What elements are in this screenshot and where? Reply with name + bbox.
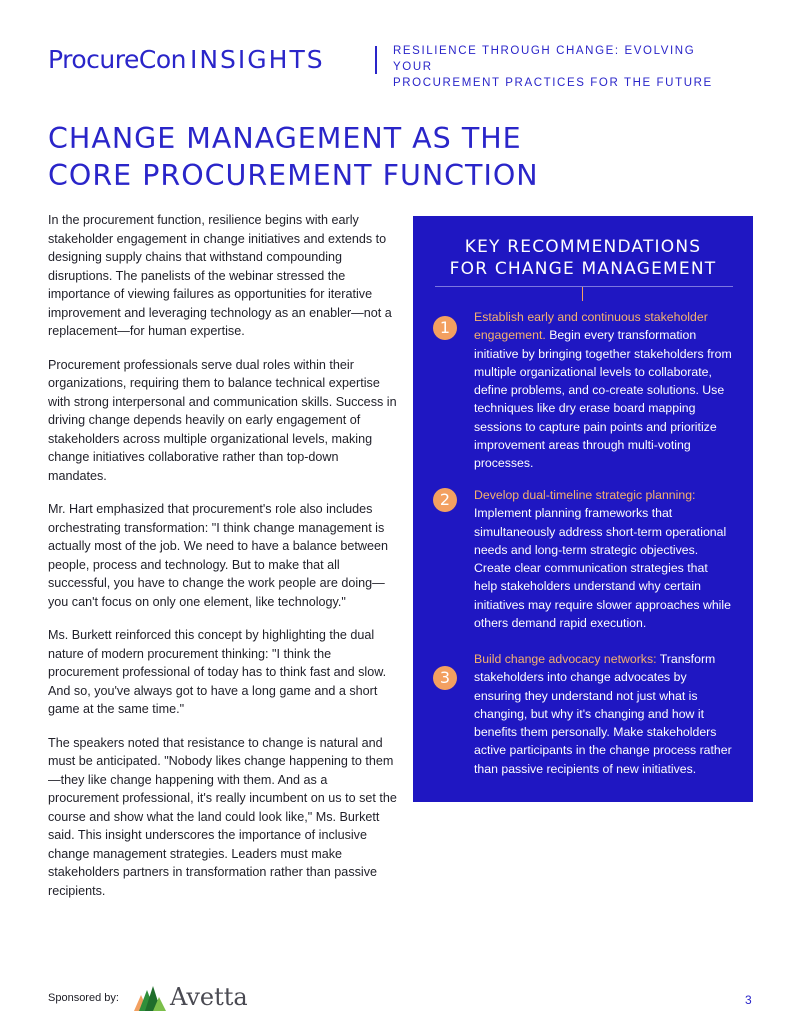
body-text-column <box>48 211 400 915</box>
recommendation-number-badge: 3 <box>433 666 457 690</box>
recommendation-number-badge: 1 <box>433 316 457 340</box>
body-paragraph: The speakers noted that resistance to change is natural and must be anticipated. "Nobody likes change happening to them—they like change happening with them. And as a procurement professional, it's really incumbent on us to set the course and show what the land could look like," Ms. Burkett said. This insight underscores the importance of inclusive change management strategies. Leaders must make stakeholders partners in transformation rather than passive recipients. <box>48 735 397 898</box>
recommendation-body: Implement planning frameworks that simultaneously address short-term operational needs and long-term strategic objectives. Create clear communication strategies that help stakeholders understand why certain initiatives may require slower approaches while others demand rapid execution. <box>474 506 731 631</box>
panel-title <box>413 236 753 280</box>
title-line-2: CORE PROCUREMENT FUNCTION <box>48 159 539 192</box>
header-divider <box>375 46 377 74</box>
body-paragraph: Procurement professionals serve dual roles within their organizations, requiring them to balance technical expertise with strong interpersonal and communication skills. Success in driving change depends heavily on early engagement of stakeholders across multiple organizational levels, making change initiatives collaborative rather than top-down mandates. <box>48 357 397 483</box>
recommendation-text <box>474 650 734 778</box>
sponsor-name: Avetta <box>170 983 248 1011</box>
recommendation-heading: Establish early and continuous stakeholder engagement. <box>474 310 708 343</box>
body-paragraph: Ms. Burkett reinforced this concept by highlighting the dual nature of modern procurement thinking: "I think the procurement professional of today has to think fast and slow. And so, you've always got to have a long game and a short game at the same time." <box>48 628 387 716</box>
key-recommendations-panel <box>413 216 753 802</box>
page-number: 3 <box>745 993 752 1007</box>
page-title <box>48 120 608 194</box>
panel-title-line-2: FOR CHANGE MANAGEMENT <box>449 259 717 279</box>
recommendation-text <box>474 486 734 632</box>
title-line-1: CHANGE MANAGEMENT AS THE <box>48 122 522 155</box>
recommendation-body: Begin every transformation initiative by bringing together stakeholders from multiple organizational levels to collaborate, define problems, and co-create solutions. Use techniques like dry erase board mapping sessions to capture pain points and prioritize improvement areas through multi-voting processes. <box>474 328 732 471</box>
tagline-line-2: PROCUREMENT PRACTICES FOR THE FUTURE <box>393 77 713 89</box>
procurecon-insights-logo <box>48 45 325 74</box>
recommendation-heading: Develop dual-timeline strategic planning: <box>474 488 696 502</box>
recommendation-heading: Build change advocacy networks: <box>474 652 657 666</box>
body-paragraph: Mr. Hart emphasized that procurement's role also includes orchestrating transformation: "I think change management is actually most of the job. We need to have a balance between people, process and technology. But to make that all successful, you have to change the work people are doing—you can't focus on only one element, like technology." <box>48 502 389 609</box>
header-tagline <box>393 43 733 91</box>
recommendation-number-badge: 2 <box>433 488 457 512</box>
avetta-mountain-icon <box>133 984 167 1012</box>
recommendation-body: Transform stakeholders into change advocates by ensuring they understand not just what is changing, but why it's changing and how it benefits them personally. Make stakeholders active participants in the change process rather than passive recipients of new initiatives. <box>474 652 732 776</box>
panel-title-line-1: KEY RECOMMENDATIONS <box>464 237 702 257</box>
recommendation-text <box>474 308 734 473</box>
page-header <box>48 38 768 89</box>
logo-sub-text: INSIGHTS <box>189 45 325 74</box>
body-paragraph: In the procurement function, resilience begins with early stakeholder engagement in change initiatives and extends to designing supply chains that withstand compounding disruptions. The panelists of the webinar stressed the importance of viewing failures as opportunities for iterative improvement and leveraging technology as an enabler—not a replacement—for human expertise. <box>48 213 392 338</box>
tagline-line-1: RESILIENCE THROUGH CHANGE: EVOLVING YOUR <box>393 45 696 73</box>
logo-main-text: ProcureCon <box>48 45 186 74</box>
sponsored-by-label: Sponsored by: <box>48 992 119 1004</box>
panel-divider <box>435 286 733 287</box>
panel-divider-tick <box>582 287 583 301</box>
